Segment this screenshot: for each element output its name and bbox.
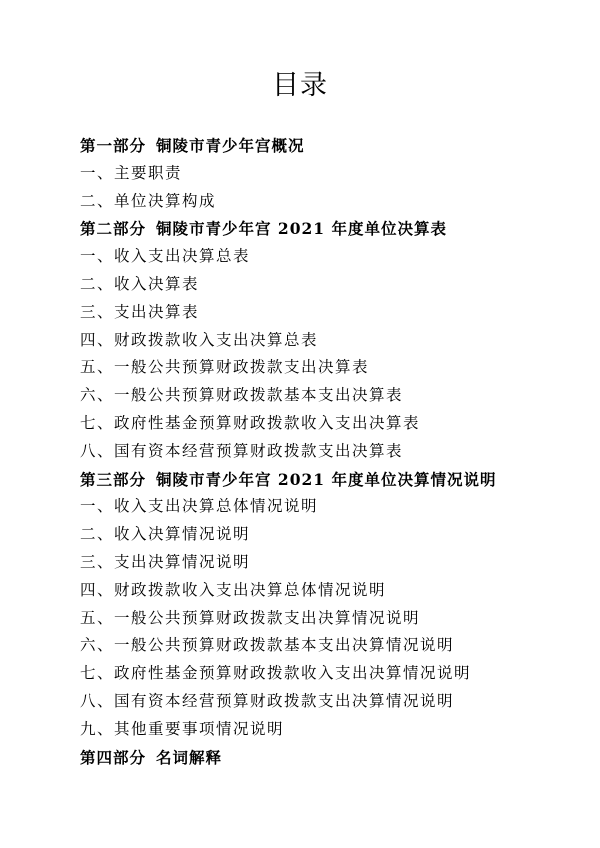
toc-item: 六、一般公共预算财政拨款基本支出决算表 [80, 386, 404, 405]
toc-item: 二、收入决算表 [80, 274, 200, 293]
toc-item: 五、一般公共预算财政拨款支出决算表 [80, 358, 370, 377]
toc-item: 四、财政拨款收入支出决算总体情况说明 [80, 580, 387, 599]
toc-item: 七、政府性基金预算财政拨款收入支出决算情况说明 [80, 664, 472, 683]
toc-part-number: 第一部分 [80, 136, 147, 155]
toc-part-title: 铜陵市青少年宫概况 [156, 136, 305, 155]
toc-part-2-heading [80, 215, 580, 243]
toc-item: 一、收入支出决算总表 [80, 247, 251, 266]
toc-item: 一、收入支出决算总体情况说明 [80, 497, 319, 516]
toc-item: 八、国有资本经营预算财政拨款支出决算表 [80, 441, 404, 460]
toc-item: 七、政府性基金预算财政拨款收入支出决算表 [80, 413, 421, 432]
toc-part-1-heading [80, 132, 580, 160]
table-of-contents [80, 132, 580, 771]
toc-part-title: 铜陵市青少年宫 2021 年度单位决算情况说明 [156, 469, 497, 489]
toc-part-number: 第三部分 [80, 469, 147, 489]
toc-item: 三、支出决算情况说明 [80, 552, 251, 571]
toc-item: 二、单位决算构成 [80, 191, 217, 210]
toc-part-number: 第四部分 [80, 747, 147, 767]
toc-item: 六、一般公共预算财政拨款基本支出决算情况说明 [80, 636, 455, 655]
toc-part-3-heading [80, 466, 580, 494]
toc-part-4-heading [80, 744, 580, 772]
toc-item: 二、收入决算情况说明 [80, 525, 251, 544]
toc-item: 四、财政拨款收入支出决算总表 [80, 330, 319, 349]
toc-item: 九、其他重要事项情况说明 [80, 719, 285, 738]
toc-item: 三、支出决算表 [80, 302, 200, 321]
toc-item: 一、主要职责 [80, 163, 183, 182]
toc-part-number: 第二部分 [80, 219, 147, 239]
toc-part-title: 铜陵市青少年宫 2021 年度单位决算表 [156, 219, 447, 239]
toc-item: 五、一般公共预算财政拨款支出决算情况说明 [80, 608, 421, 627]
toc-item: 八、国有资本经营预算财政拨款支出决算情况说明 [80, 691, 455, 710]
toc-part-title: 名词解释 [156, 747, 223, 767]
page-title: 目录 [272, 70, 328, 101]
